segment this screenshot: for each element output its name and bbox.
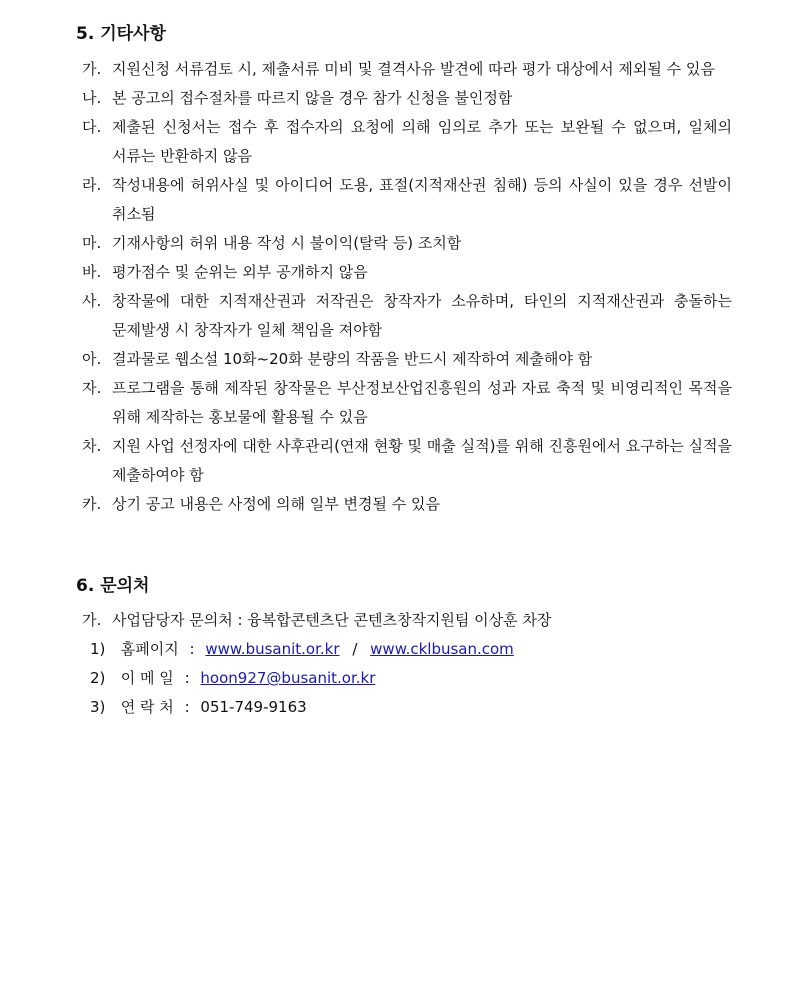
list-item xyxy=(82,258,732,287)
item-text: 상기 공고 내용은 사정에 의해 일부 변경될 수 있음 xyxy=(112,495,440,513)
contact-details xyxy=(90,635,514,722)
cklbusan-homepage-link[interactable]: www.cklbusan.com xyxy=(370,640,514,658)
contact-intro-list xyxy=(82,606,732,635)
item-marker: 마. xyxy=(82,234,102,252)
item-text: 지원신청 서류검토 시, 제출서류 미비 및 결격사유 발견에 따라 평가 대상에서 제외될 수 있음 xyxy=(112,60,715,78)
list-item xyxy=(82,374,732,432)
item-marker: 나. xyxy=(82,89,102,107)
email-link[interactable]: hoon927@busanit.or.kr xyxy=(200,669,376,687)
list-item xyxy=(82,432,732,490)
item-text: 결과물로 웹소설 10화~20화 분량의 작품을 반드시 제작하여 제출해야 함 xyxy=(112,350,593,368)
list-item xyxy=(82,287,732,345)
contact-number: 3) xyxy=(90,698,106,716)
item-marker: 자. xyxy=(82,379,102,397)
section-title-contact: 6. 문의처 xyxy=(76,576,150,596)
list-item xyxy=(82,229,732,258)
colon: : xyxy=(184,698,190,716)
homepage-row xyxy=(90,635,514,664)
colon: : xyxy=(189,640,195,658)
list-item xyxy=(82,606,732,635)
item-marker: 바. xyxy=(82,263,102,281)
item-marker: 다. xyxy=(82,118,102,136)
item-text: 평가점수 및 순위는 외부 공개하지 않음 xyxy=(112,263,368,281)
item-text: 본 공고의 접수절차를 따르지 않을 경우 참가 신청을 불인정함 xyxy=(112,89,513,107)
item-text: 창작물에 대한 지적재산권과 저작권은 창작자가 소유하며, 타인의 지적재산권과 충돌하는 문제발생 시 창작자가 일체 책임을 져야함 xyxy=(112,292,732,339)
item-text: 지원 사업 선정자에 대한 사후관리(연재 현황 및 매출 실적)를 위해 진흥원에서 요구하는 실적을 제출하여야 함 xyxy=(112,437,732,484)
phone-number: 051-749-9163 xyxy=(200,698,307,716)
phone-label: 연 락 처 xyxy=(120,698,174,716)
email-label: 이 메 일 xyxy=(120,669,174,687)
contact-number: 1) xyxy=(90,640,106,658)
list-item xyxy=(82,55,732,84)
email-row xyxy=(90,664,514,693)
colon: : xyxy=(184,669,190,687)
item-marker: 사. xyxy=(82,292,102,310)
homepage-label: 홈페이지 xyxy=(120,640,179,658)
item-marker: 가. xyxy=(82,60,102,78)
item-marker: 카. xyxy=(82,495,102,513)
item-marker: 차. xyxy=(82,437,102,455)
contact-number: 2) xyxy=(90,669,106,687)
item-text: 기재사항의 허위 내용 작성 시 불이익(탈락 등) 조치함 xyxy=(112,234,462,252)
phone-row xyxy=(90,693,514,722)
section-title-notes: 5. 기타사항 xyxy=(76,24,166,44)
list-item xyxy=(82,113,732,171)
busanit-homepage-link[interactable]: www.busanit.or.kr xyxy=(205,640,340,658)
list-item xyxy=(82,490,732,519)
list-item xyxy=(82,171,732,229)
item-text: 사업담당자 문의처 : 융복합콘텐츠단 콘텐츠창작지원팀 이상훈 차장 xyxy=(112,611,552,629)
list-item xyxy=(82,84,732,113)
notes-list xyxy=(82,55,732,519)
item-marker: 아. xyxy=(82,350,102,368)
item-text: 제출된 신청서는 접수 후 접수자의 요청에 의해 임의로 추가 또는 보완될 수 없으며, 일체의 서류는 반환하지 않음 xyxy=(112,118,732,165)
item-marker: 라. xyxy=(82,176,102,194)
list-item xyxy=(82,345,732,374)
item-marker: 가. xyxy=(82,611,102,629)
link-separator: / xyxy=(352,640,358,658)
item-text: 작성내용에 허위사실 및 아이디어 도용, 표절(지적재산권 침해) 등의 사실이 있을 경우 선발이 취소됨 xyxy=(112,176,732,223)
item-text: 프로그램을 통해 제작된 창작물은 부산정보산업진흥원의 성과 자료 축적 및 비영리적인 목적을 위해 제작하는 홍보물에 활용될 수 있음 xyxy=(112,379,732,426)
